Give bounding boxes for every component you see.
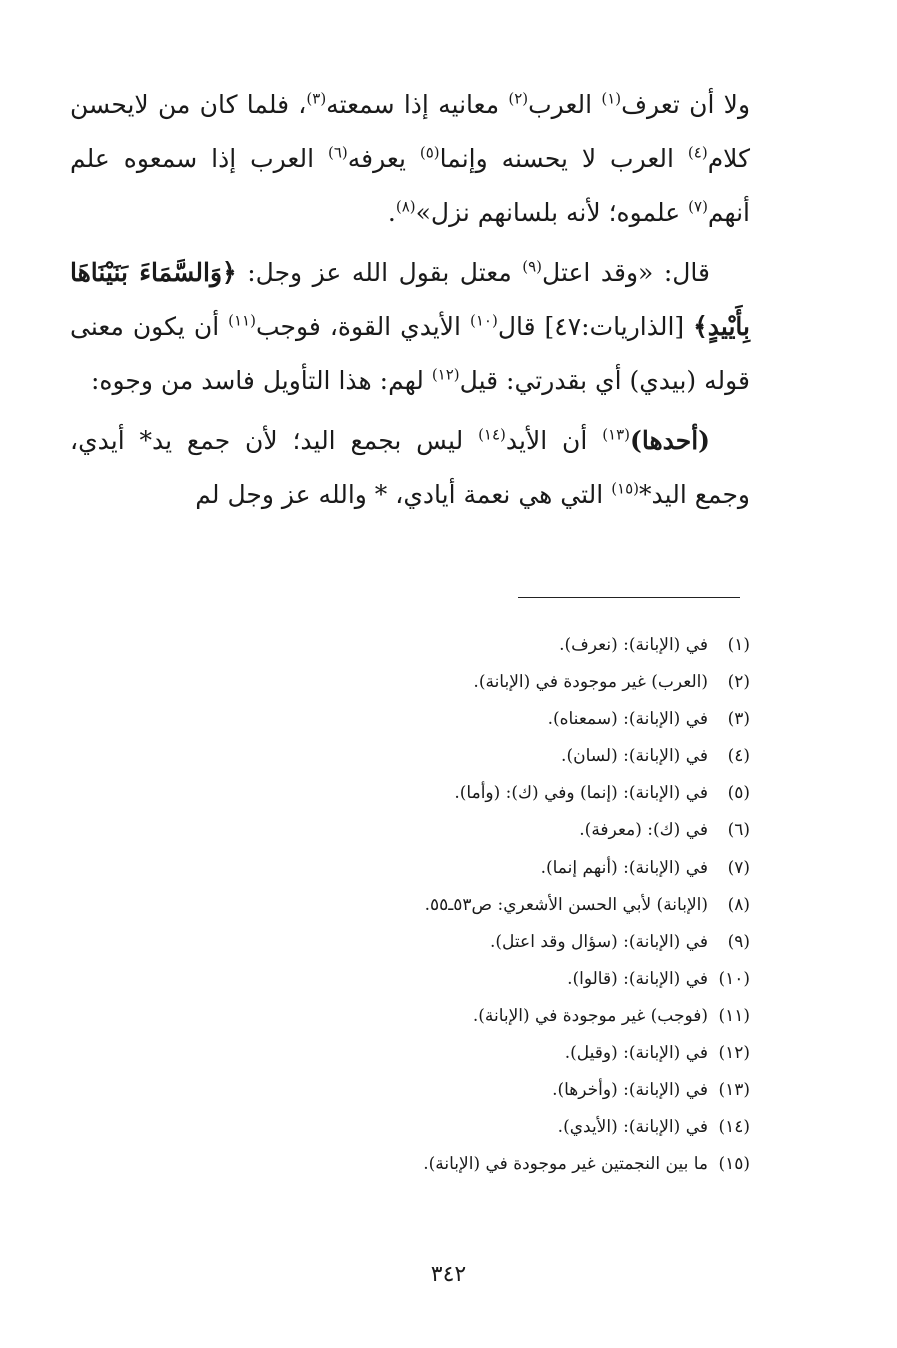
text-run: أن يكون معنى قوله (بيدي) أي بقدرتي: قيل xyxy=(70,312,750,395)
footnote-text: في (ك): (معرفة). xyxy=(579,820,708,841)
footnote-text: (العرب) غير موجودة في (الإبانة). xyxy=(473,672,708,693)
text-run: أن الأيد xyxy=(505,426,603,455)
footnote-number: (٦) xyxy=(727,820,750,841)
footnotes-list xyxy=(250,627,750,1183)
footnote-number: (١٤) xyxy=(718,1117,750,1138)
footnote-number: (١٥) xyxy=(718,1154,750,1175)
text-run: العرب لا يحسنه وإنما xyxy=(439,144,688,173)
footnote-number: (٧) xyxy=(727,857,750,878)
footnote-text: في (الإبانة): (وقيل). xyxy=(564,1043,708,1064)
footnote-item xyxy=(250,738,750,775)
footnote-item xyxy=(250,1146,750,1183)
footnote-number: (١) xyxy=(727,635,750,655)
footnote-ref: (٧) xyxy=(688,197,708,216)
text-run: لهم: هذا التأويل فاسد من وجوه: xyxy=(90,366,432,395)
footnote-text: في (الإبانة): (قالوا). xyxy=(567,968,708,989)
footnote-ref: (٢) xyxy=(508,89,529,108)
text-run: العرب إذا سمعوه علم أنهم xyxy=(70,144,750,227)
main-text xyxy=(70,78,750,528)
footnote-ref: (٣) xyxy=(306,89,327,108)
text-run: معتل بقول الله عز وجل: xyxy=(236,258,523,287)
footnote-number: (١٣) xyxy=(718,1080,750,1101)
footnote-ref: (٤) xyxy=(687,143,708,162)
paragraph-3 xyxy=(70,414,750,522)
footnote-number: (١٢) xyxy=(718,1043,750,1064)
footnote-item xyxy=(250,1035,750,1072)
text-run: [الذاريات:٤٧] قال xyxy=(497,312,694,341)
footnote-ref: (٨) xyxy=(395,197,416,216)
footnote-number: (٩) xyxy=(727,931,750,952)
footnote-text: في (الإبانة): (سؤال وقد اعتل). xyxy=(490,931,708,952)
footnote-text: في (الإبانة): (الأيدي). xyxy=(557,1117,708,1138)
text-run: معانيه إذا سمعته xyxy=(326,90,509,119)
footnote-number: (٥) xyxy=(727,783,750,804)
footnote-text: في (الإبانة): (وأخرها). xyxy=(552,1080,708,1101)
footnote-text: في (الإبانة): (لسان). xyxy=(561,746,708,767)
footnote-ref: (١) xyxy=(601,89,622,108)
footnote-text: ما بين النجمتين غير موجودة في (الإبانة). xyxy=(423,1154,708,1175)
footnote-ref: (١١) xyxy=(228,311,256,330)
footnote-ref: (١٢) xyxy=(431,365,460,384)
footnote-ref: (١٥) xyxy=(611,479,640,498)
footnote-ref: (٩) xyxy=(522,257,543,276)
paragraph-2 xyxy=(70,246,750,408)
footnote-item xyxy=(250,850,750,887)
footnote-text: (فوجب) غير موجودة في (الإبانة). xyxy=(472,1005,708,1026)
text-run: قال: «وقد اعتل xyxy=(542,258,710,287)
footnote-item xyxy=(250,1072,750,1109)
footnote-text: في (الإبانة): (سمعناه). xyxy=(547,709,708,730)
footnote-ref: (١٠) xyxy=(469,311,498,330)
footnote-item xyxy=(250,627,750,664)
footnote-text: في (الإبانة): (أنهم إنما). xyxy=(540,857,708,878)
text-run: ولا أن تعرف xyxy=(621,90,751,119)
footnote-item xyxy=(250,1109,750,1146)
footnote-item xyxy=(250,775,750,812)
footnote-item xyxy=(250,701,750,738)
text-run: ، فلما كان من لايحسن كلام xyxy=(70,90,750,173)
text-run: العرب xyxy=(528,90,602,119)
footnote-separator xyxy=(518,597,740,598)
text-run: الأيدي القوة، فوجب xyxy=(255,312,470,341)
footnote-number: (١٠) xyxy=(718,968,750,989)
footnote-ref: (٦) xyxy=(327,143,348,162)
footnote-number: (٨) xyxy=(727,894,750,915)
footnote-number: (٣) xyxy=(727,709,750,730)
text-run: . xyxy=(387,198,396,227)
quran-verse: ﴿وَالسَّمَاءَ بَنَيْنَاهَا بِأَيْيدٍ﴾ xyxy=(70,258,750,341)
footnote-item xyxy=(250,664,750,701)
text-run: التي هي نعمة أيادي، * والله عز وجل لم xyxy=(195,480,612,509)
footnote-ref: (١٤) xyxy=(478,425,506,444)
text-run: علموه؛ لأنه بلسانهم نزل» xyxy=(415,198,689,227)
footnote-item xyxy=(250,961,750,998)
footnote-item xyxy=(250,998,750,1035)
text-run: يعرفه xyxy=(347,144,420,173)
footnote-text: في (الإبانة): (نعرف). xyxy=(559,635,708,655)
footnote-text: في (الإبانة): (إنما) وفي (ك): (وأما). xyxy=(454,783,708,804)
footnote-number: (١١) xyxy=(718,1005,750,1026)
footnote-ref: (٥) xyxy=(419,143,440,162)
page-number: ٣٤٢ xyxy=(430,1262,467,1287)
footnote-ref: (١٣) xyxy=(602,425,631,444)
footnote-item xyxy=(250,924,750,961)
section-marker: (أحدها) xyxy=(630,426,711,455)
footnote-item xyxy=(250,887,750,924)
footnote-number: (٢) xyxy=(727,672,750,693)
text-run: ليس بجمع اليد؛ لأن جمع يد* أيدي، وجمع اليد* xyxy=(70,426,750,509)
footnote-number: (٤) xyxy=(727,746,750,767)
footnote-item xyxy=(250,812,750,849)
footnote-text: (الإبانة) لأبي الحسن الأشعري: ص٥٣ـ٥٥. xyxy=(424,894,708,915)
paragraph-1 xyxy=(70,78,750,240)
